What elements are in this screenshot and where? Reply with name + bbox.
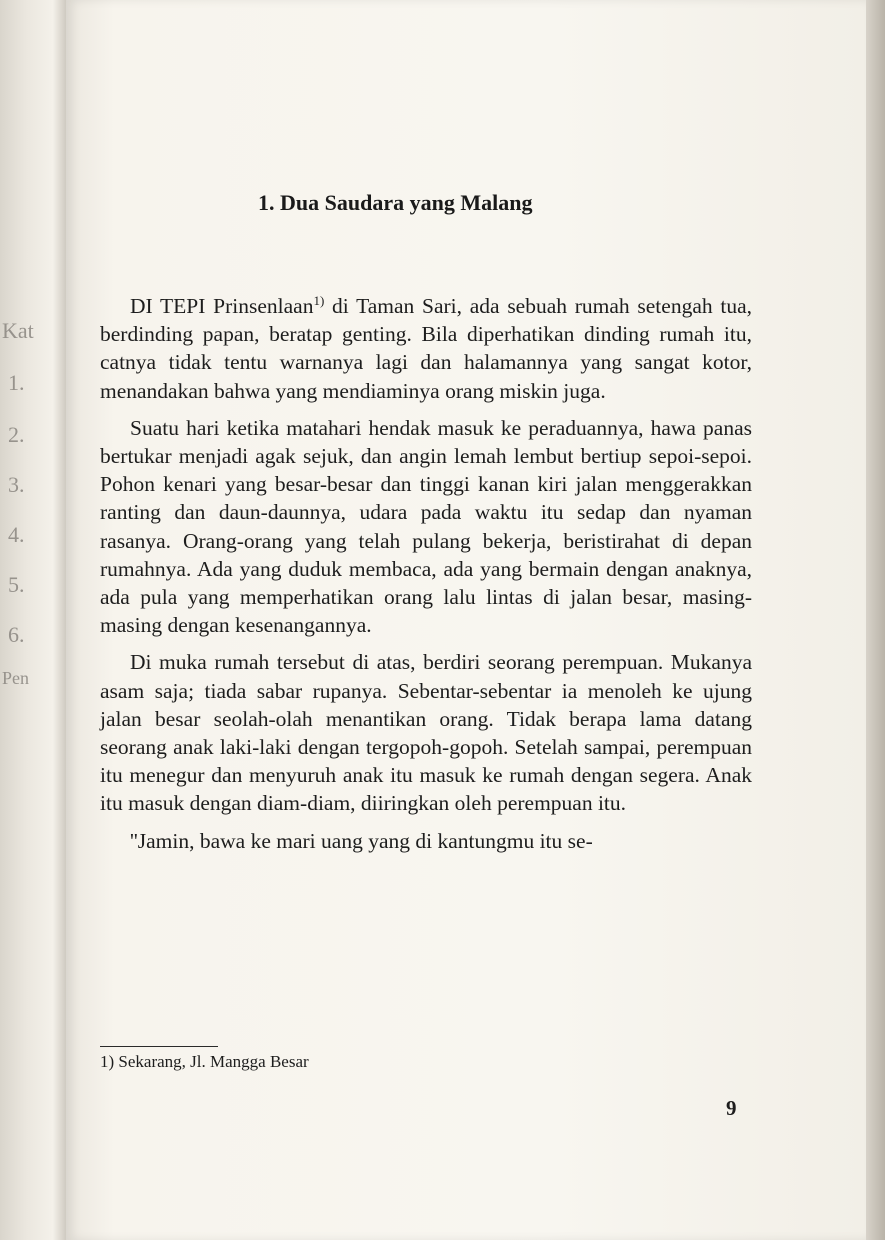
paragraph: Di muka rumah tersebut di atas, berdiri seorang perempuan. Mukanya asam saja; tiada sabar rupanya. Sebentar-sebentar ia menoleh ke ujung jalan besar seolah-olah menantikan orang. Tidak berapa lama datang seorang anak laki-laki dengan tergopoh-gopoh. Setelah sampai, perempuan itu menegur dan menyuruh anak itu masuk ke rumah dengan segera. Anak itu masuk dengan diam-diam, diiringkan oleh perempuan itu. [100, 650, 752, 816]
footnote-rule [100, 1046, 218, 1047]
footnote: 1) Sekarang, Jl. Mangga Besar [100, 1052, 309, 1071]
left-page-fragment: Pen [2, 668, 29, 688]
paragraph [100, 292, 752, 405]
footnote-mark: 1) [313, 293, 325, 308]
left-page-fragment: 5. [8, 572, 25, 597]
left-page-fragment: 2. [8, 422, 25, 447]
left-page-fragment: 6. [8, 622, 25, 647]
left-page-fragment: 4. [8, 522, 25, 547]
left-page-edge [0, 0, 66, 1240]
paragraph-text: di Taman Sari, ada sebuah rumah setengah tua, berdinding papan, beratap genting. Bila diperhatikan dinding rumah itu, catnya tidak tentu warnanya lagi dan halamannya yang sangat kotor, menandakan bahwa yang mendiaminya orang miskin juga. [100, 294, 752, 403]
chapter-title: 1. Dua Saudara yang Malang [258, 190, 533, 215]
left-page-fragment: Kat [2, 318, 34, 343]
left-page-fragment: 1. [8, 370, 25, 395]
paragraph-text: DI TEPI Prinsenlaan [130, 294, 314, 318]
paragraph: Suatu hari ketika matahari hendak masuk ke peraduannya, hawa panas bertukar menjadi agak sejuk, dan angin lemah lembut bertiup sepoi-sepoi. Pohon kenari yang besar-besar dan tinggi kanan kiri jalan menggerakkan ranting dan daun-daunnya, udara pada waktu itu sedap dan nyaman rasanya. Orang-orang yang telah pulang bekerja, beristirahat di depan rumahnya. Ada yang duduk membaca, ada yang bermain dengan anaknya, ada pula yang memperhatikan orang lalu lintas di jalan besar, masing-masing dengan kesenangannya. [100, 415, 752, 638]
body-text [100, 292, 752, 864]
left-page-fragment: 3. [8, 472, 25, 497]
right-page-edge [866, 0, 885, 1240]
page-number: 9 [726, 1096, 737, 1120]
paragraph: ''Jamin, bawa ke mari uang yang di kantungmu itu se- [130, 828, 593, 853]
